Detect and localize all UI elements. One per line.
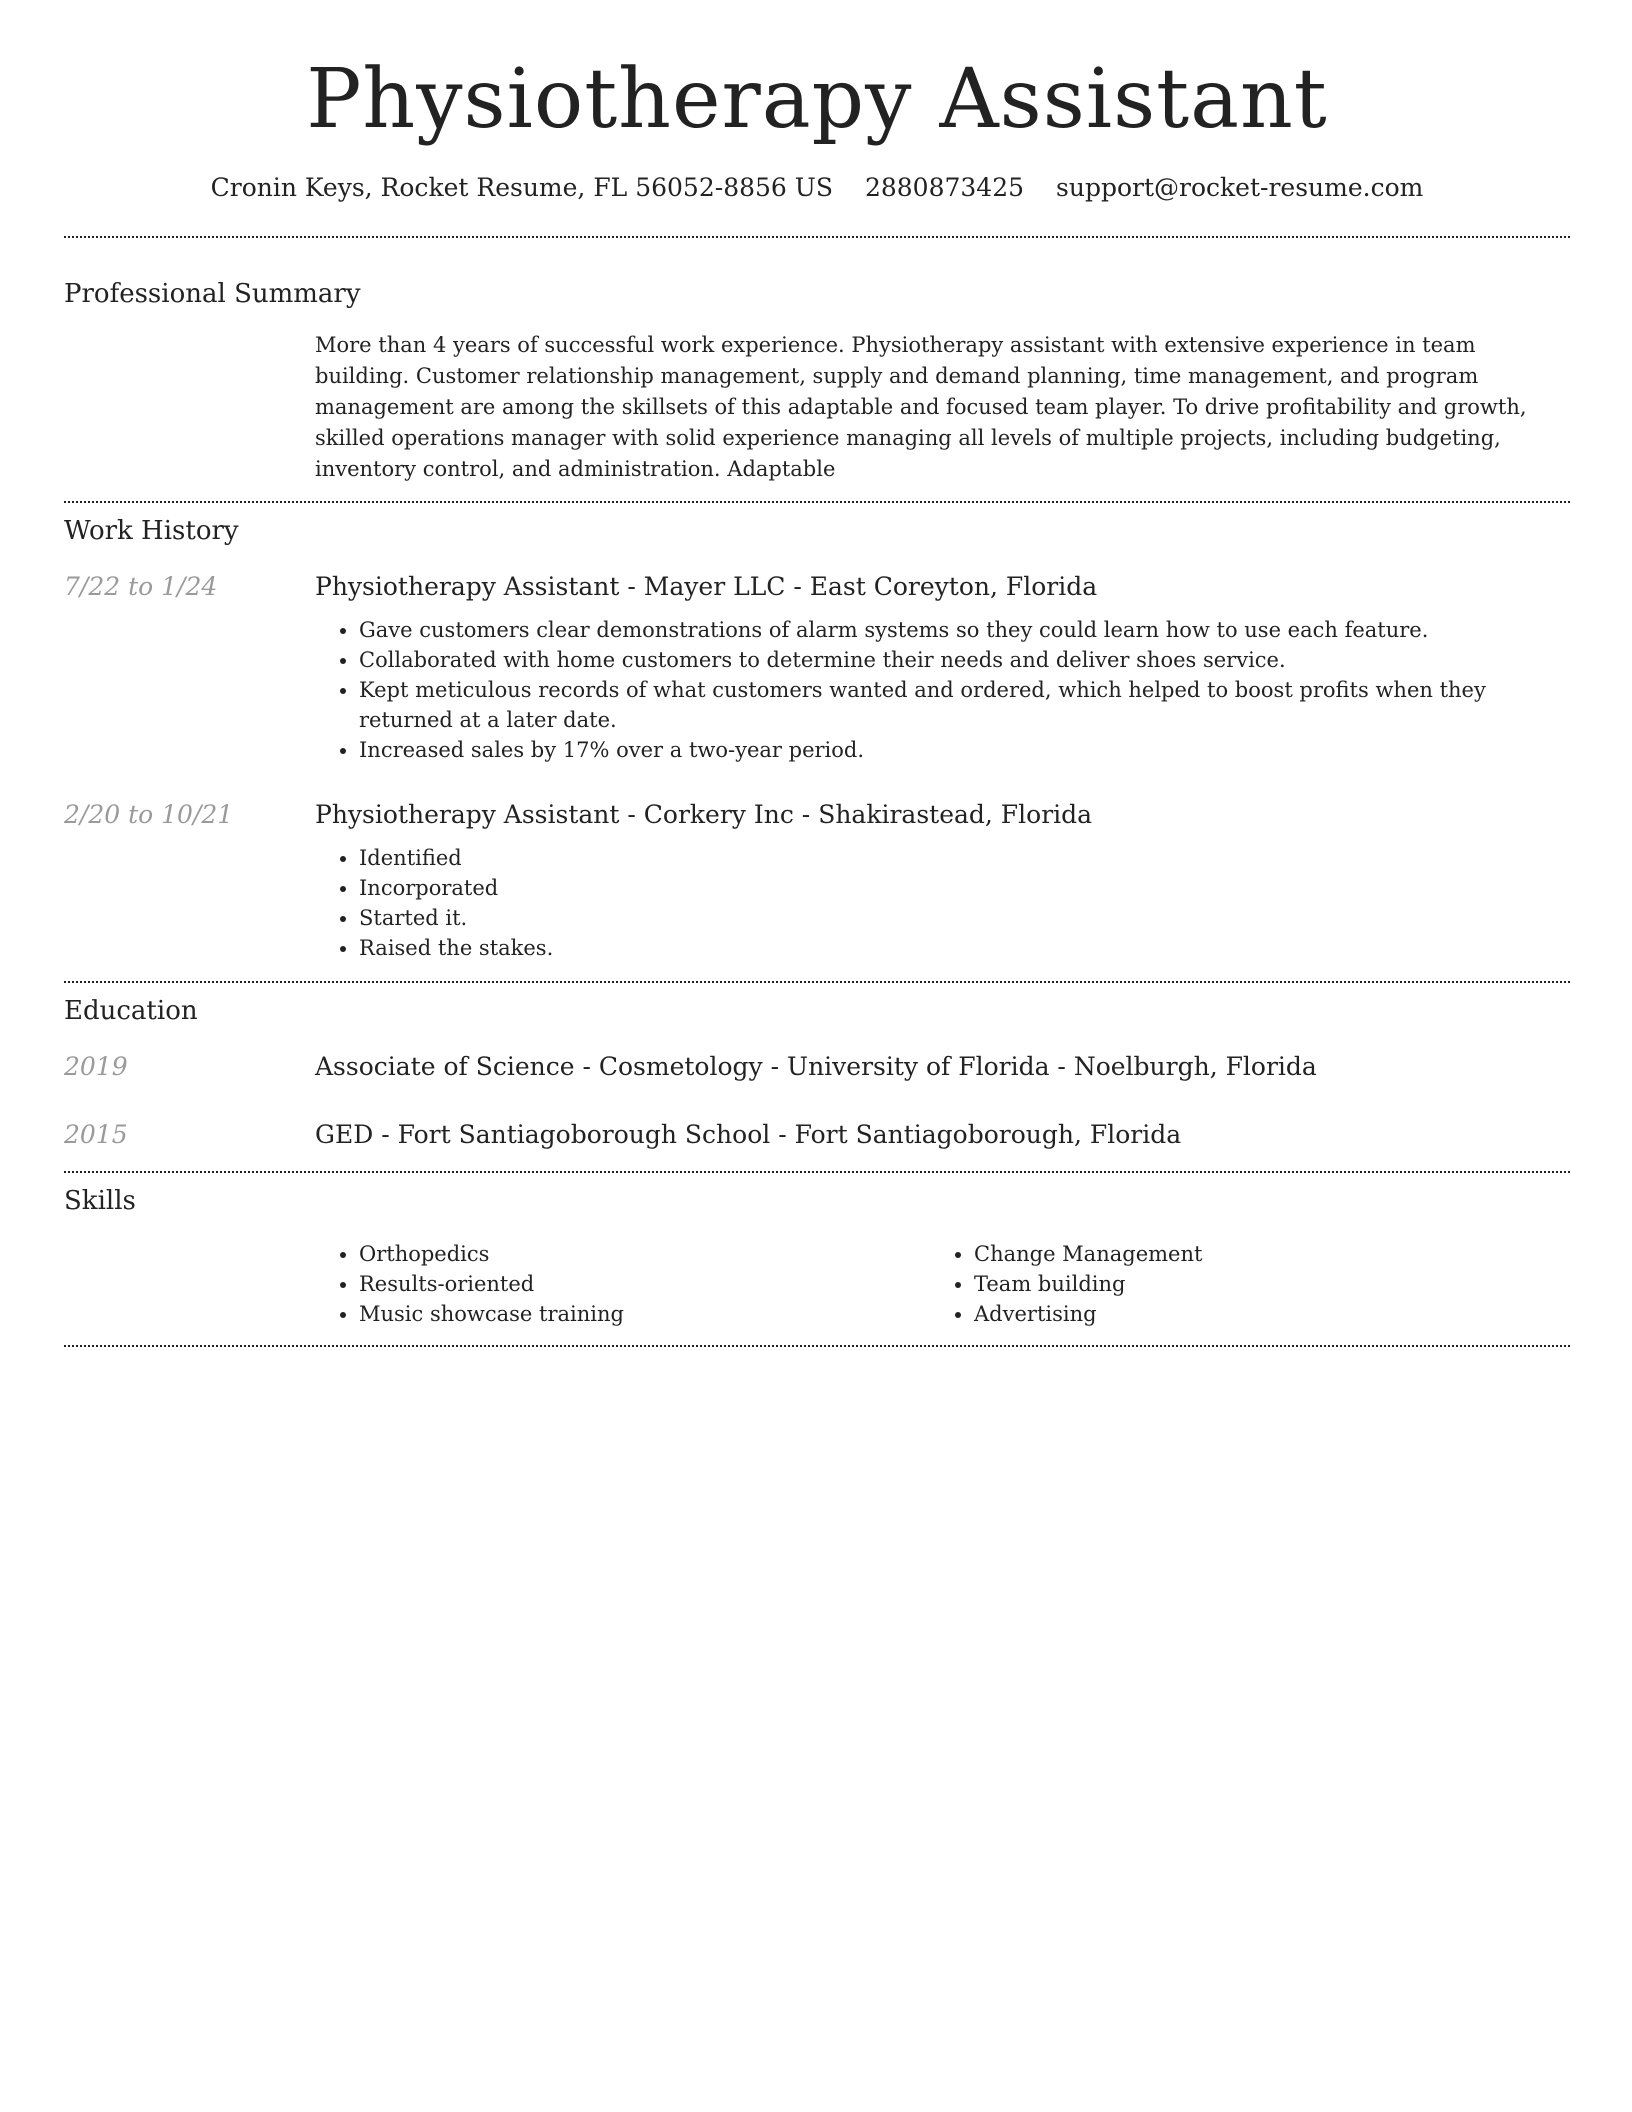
skills-list-column-b (930, 1239, 1545, 1329)
education-heading (315, 1049, 1570, 1085)
skills-list-column-a (315, 1239, 930, 1329)
section-title-education: Education (64, 996, 198, 1026)
skill-item: • Results-oriented (359, 1269, 930, 1299)
list-item: • Started it. (359, 903, 1570, 933)
skill-item: • Orthopedics (359, 1239, 930, 1269)
education-degree: Associate of Science - Cosmetology (315, 1052, 763, 1081)
contact-address: Cronin Keys, Rocket Resume, FL 56052-8856 US (210, 173, 833, 202)
candidate-name: Physiotherapy Assistant (306, 52, 1328, 147)
list-item: • Increased sales by 17% over a two-year period. (359, 735, 1570, 765)
education-year: 2019 (64, 1052, 128, 1081)
summary-text: More than 4 years of successful work experience. Physiotherapy assistant with extensive experience in team building. Customer relationship management, supply and demand planning, time management, and program management are among the skillsets of this adaptable and focused team player. To drive profitability and growth, skilled operations manager with solid experience managing all levels of multiple projects, including budgeting, inventory control, and administration. Adaptable (315, 333, 1527, 481)
job-position: Physiotherapy Assistant (315, 800, 620, 829)
skill-item: • Change Management (974, 1239, 1545, 1269)
education-entry (64, 1049, 1570, 1085)
skill-item: • Advertising (974, 1299, 1545, 1329)
contact-phone: 2880873425 (864, 173, 1025, 202)
contact-email: support@rocket-resume.com (1056, 173, 1424, 202)
job-dates: 7/22 to 1/24 (64, 572, 218, 601)
education-school-line: - University of Florida - Noelburgh, Florida (762, 1052, 1317, 1081)
skills-section (64, 1173, 1570, 1329)
section-title-skills: Skills (64, 1186, 136, 1216)
education-year: 2015 (64, 1120, 128, 1149)
job-position: Physiotherapy Assistant (315, 572, 620, 601)
list-item: • Collaborated with home customers to determine their needs and deliver shoes service. (359, 645, 1570, 675)
education-section (64, 983, 1570, 1153)
list-item: • Gave customers clear demonstrations of alarm systems so they could learn how to use each feature. (359, 615, 1570, 645)
list-item: • Kept meticulous records of what customers wanted and ordered, which helped to boost profits when they returned at a later date. (359, 675, 1570, 735)
job-company-line: - Corkery Inc - Shakirastead, Florida (619, 800, 1093, 829)
section-title-summary: Professional Summary (64, 279, 361, 309)
education-degree: GED (315, 1120, 374, 1149)
job-entry (64, 569, 1570, 765)
job-heading (315, 797, 1570, 833)
list-item: • Incorporated (359, 873, 1570, 903)
job-entry (64, 797, 1570, 963)
work-history-section (64, 503, 1570, 963)
education-school-line: - Fort Santiagoborough School - Fort Santiagoborough, Florida (373, 1120, 1182, 1149)
summary-section (64, 238, 1570, 485)
job-heading (315, 569, 1570, 605)
divider (64, 1345, 1570, 1347)
list-item: • Raised the stakes. (359, 933, 1570, 963)
list-item: • Identified (359, 843, 1570, 873)
section-title-work-history: Work History (64, 516, 239, 546)
job-company-line: - Mayer LLC - East Coreyton, Florida (619, 572, 1098, 601)
job-bullets (315, 843, 1570, 963)
contact-line (64, 170, 1570, 206)
education-heading (315, 1117, 1570, 1153)
education-entry (64, 1117, 1570, 1153)
skill-item: • Team building (974, 1269, 1545, 1299)
job-bullets (315, 615, 1570, 765)
job-dates: 2/20 to 10/21 (64, 800, 234, 829)
resume-page (64, 0, 1570, 1347)
skill-item: • Music showcase training (359, 1299, 930, 1329)
